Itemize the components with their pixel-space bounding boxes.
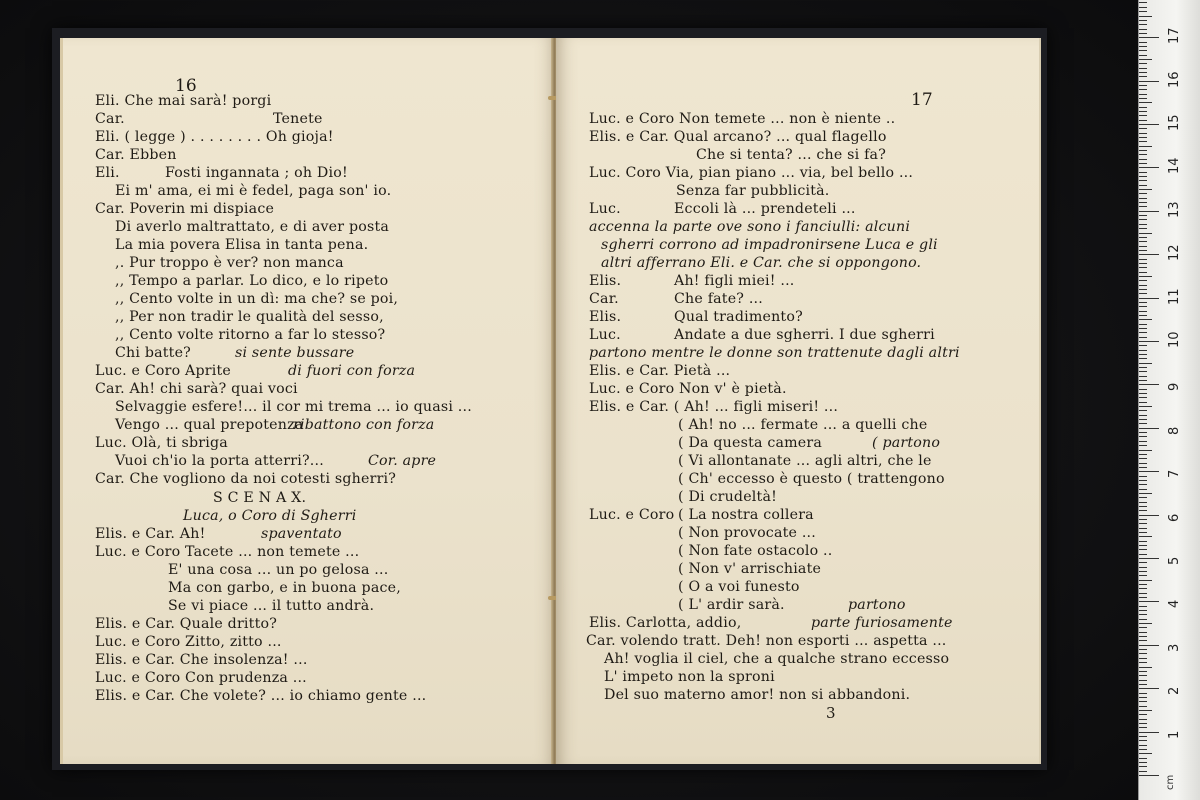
ruler-tick <box>1139 315 1147 316</box>
text-line: Qual tradimento? <box>674 309 803 325</box>
ruler-tick <box>1139 332 1147 333</box>
ruler-tick <box>1139 24 1147 25</box>
text-line: spaventato <box>261 526 342 542</box>
ruler-tick <box>1139 541 1147 542</box>
ruler-tick <box>1139 445 1147 446</box>
ruler-tick <box>1139 111 1147 112</box>
ruler-number: 1 <box>1167 730 1182 739</box>
text-line: S C E N A X. <box>213 490 307 506</box>
text-line: Car. <box>589 291 619 307</box>
ruler-tick <box>1139 567 1147 568</box>
text-line: Elis. e Car. ( Ah! ... figli miseri! ... <box>589 399 839 415</box>
ruler-tick <box>1139 653 1147 654</box>
ruler-tick <box>1139 345 1147 346</box>
ruler-tick <box>1139 128 1147 129</box>
ruler-tick <box>1139 328 1147 329</box>
ruler-tick <box>1139 124 1159 125</box>
text-line: sgherri corrono ad impadronirsene Luca e gli <box>601 237 938 253</box>
ruler-tick <box>1139 141 1147 142</box>
ruler-tick <box>1139 436 1147 437</box>
text-line: ( Non fate ostacolo .. <box>678 543 833 559</box>
ruler-tick <box>1139 254 1159 255</box>
text-line: ( La nostra collera <box>678 507 814 523</box>
text-line: Elis. e Car. Che volete? ... io chiamo gente ... <box>95 688 427 704</box>
ruler-tick <box>1139 198 1147 199</box>
text-line: Luc. e Coro Aprite <box>95 363 232 379</box>
ruler-tick <box>1139 363 1152 364</box>
text-line: Luc. <box>589 327 621 343</box>
text-line: Se vi piace ... il tutto andrà. <box>168 598 375 614</box>
text-line: Elis. e Car. Pietà ... <box>589 363 731 379</box>
ruler-tick <box>1139 627 1147 628</box>
text-line: ( Da questa camera <box>678 435 823 451</box>
ruler-tick <box>1139 588 1147 589</box>
ruler-tick <box>1139 7 1147 8</box>
ruler-tick <box>1139 137 1147 138</box>
ruler-number: 17 <box>1167 27 1182 45</box>
ruler-tick <box>1139 406 1152 407</box>
ruler-number: 12 <box>1167 244 1182 262</box>
ruler-tick <box>1139 536 1152 537</box>
ruler-tick <box>1139 532 1147 533</box>
ruler-tick <box>1139 749 1147 750</box>
ruler-tick <box>1139 771 1147 772</box>
text-line: Ma con garbo, e in buona pace, <box>168 580 401 596</box>
text-line: Car. Che vogliono da noi cotesti sgherri? <box>95 471 397 487</box>
ruler-tick <box>1139 684 1147 685</box>
ruler-tick <box>1139 632 1147 633</box>
ruler-tick <box>1139 610 1147 611</box>
ruler-tick <box>1139 667 1152 668</box>
ruler-tick <box>1139 706 1147 707</box>
ruler-tick <box>1139 280 1147 281</box>
ruler-tick <box>1139 640 1147 641</box>
ruler-tick <box>1139 202 1147 203</box>
ruler-tick <box>1139 159 1147 160</box>
ruler-tick <box>1139 745 1147 746</box>
text-line: ribattono con forza <box>293 417 435 433</box>
text-line: ( L' ardir sarà. <box>678 597 785 613</box>
ruler-tick <box>1139 285 1147 286</box>
ruler-tick <box>1139 167 1159 168</box>
ruler-tick <box>1139 658 1147 659</box>
ruler-number: 7 <box>1167 469 1182 479</box>
ruler-tick <box>1139 50 1147 51</box>
ruler-tick <box>1139 384 1159 385</box>
ruler-tick <box>1139 272 1147 273</box>
ruler-tick <box>1139 619 1147 620</box>
ruler-tick <box>1139 636 1147 637</box>
text-line: ( partono <box>872 435 941 451</box>
ruler-tick <box>1139 766 1147 767</box>
text-line: Vuoi ch'io la porta atterri?... <box>115 453 324 469</box>
ruler-tick <box>1139 189 1152 190</box>
ruler-tick <box>1139 710 1152 711</box>
ruler-tick <box>1139 649 1147 650</box>
ruler-tick <box>1139 306 1147 307</box>
ruler-number: 9 <box>1167 383 1182 392</box>
text-line: L' impeto non la sproni <box>604 669 775 685</box>
ruler-tick <box>1139 302 1147 303</box>
text-line: Tenete <box>273 111 323 127</box>
ruler-tick <box>1139 319 1152 320</box>
ruler-number: 15 <box>1167 114 1182 131</box>
ruler-tick <box>1139 354 1147 355</box>
text-line: Car. <box>95 111 125 127</box>
ruler-tick <box>1139 293 1147 294</box>
ruler-tick <box>1139 671 1147 672</box>
ruler-tick <box>1139 606 1147 607</box>
text-line: Luc. e Coro <box>589 507 675 523</box>
ruler-number: 2 <box>1167 686 1182 696</box>
ruler-tick <box>1139 215 1147 216</box>
text-line: Fosti ingannata ; oh Dio! <box>165 165 348 181</box>
ruler-tick <box>1139 154 1147 155</box>
ruler-tick <box>1139 224 1147 225</box>
text-line: Car. Ah! chi sarà? quai voci <box>95 381 298 397</box>
ruler-tick <box>1139 450 1152 451</box>
ruler-tick <box>1139 549 1147 550</box>
text-line: Eli. ( legge ) . . . . . . . . Oh gioja! <box>95 129 334 145</box>
left-page <box>60 38 556 764</box>
ruler-number: 10 <box>1167 331 1182 348</box>
text-line: Ah! figli miei! ... <box>674 273 795 289</box>
ruler-tick <box>1139 176 1147 177</box>
ruler-tick <box>1139 758 1147 759</box>
text-line: Cor. apre <box>368 453 437 469</box>
ruler-tick <box>1139 358 1147 359</box>
text-line: di fuori con forza <box>288 363 416 379</box>
text-line: La mia povera Elisa in tanta pena. <box>115 237 369 253</box>
ruler-tick <box>1139 523 1147 524</box>
ruler-tick <box>1139 693 1147 694</box>
ruler-tick <box>1139 85 1147 86</box>
ruler-number: 8 <box>1167 426 1182 435</box>
ruler-tick <box>1139 623 1152 624</box>
page-number: 17 <box>911 90 933 110</box>
ruler-tick <box>1139 2 1147 3</box>
ruler-tick <box>1139 519 1147 520</box>
ruler-tick <box>1139 545 1147 546</box>
text-line: ( Non provocate ... <box>678 525 816 541</box>
ruler-tick <box>1139 662 1147 663</box>
page-number: 16 <box>175 76 197 96</box>
text-line: Elis. e Car. Ah! <box>95 526 206 542</box>
ruler-tick <box>1139 98 1147 99</box>
ruler-tick <box>1139 601 1159 602</box>
text-line: Luc. <box>589 201 621 217</box>
ruler-tick <box>1139 502 1147 503</box>
ruler-tick <box>1139 89 1147 90</box>
text-line: Elis. <box>589 309 622 325</box>
text-line: ( Ch' eccesso è questo ( trattengono <box>678 471 945 487</box>
ruler-tick <box>1139 697 1147 698</box>
ruler-tick <box>1139 584 1147 585</box>
ruler-tick <box>1139 714 1147 715</box>
text-line: ( O a voi funesto <box>678 579 800 595</box>
ruler-tick <box>1139 94 1147 95</box>
ruler-tick <box>1139 675 1147 676</box>
ruler-tick <box>1139 740 1147 741</box>
ruler-tick <box>1139 753 1152 754</box>
ruler-tick <box>1139 172 1147 173</box>
text-line: Elis. e Car. Quale dritto? <box>95 616 278 632</box>
ruler-tick <box>1139 410 1147 411</box>
ruler-tick <box>1139 471 1159 472</box>
text-line: Del suo materno amor! non si abbandoni. <box>604 687 911 703</box>
signature-mark: 3 <box>826 704 836 722</box>
text-line: Luc. Coro Via, pian piano ... via, bel bello ... <box>589 165 914 181</box>
ruler-tick <box>1139 81 1159 82</box>
ruler-tick <box>1139 259 1147 260</box>
text-line: Eli. <box>95 165 120 181</box>
ruler-tick <box>1139 389 1147 390</box>
text-line: ,, Cento volte ritorno a far lo stesso? <box>115 327 386 343</box>
ruler-tick <box>1139 42 1147 43</box>
ruler-tick <box>1139 76 1147 77</box>
ruler-tick <box>1139 267 1147 268</box>
ruler-tick <box>1139 16 1152 17</box>
ruler-tick <box>1139 428 1159 429</box>
ruler-tick <box>1139 46 1147 47</box>
ruler-tick <box>1139 554 1147 555</box>
text-line: Luc. e Coro Zitto, zitto ... <box>95 634 282 650</box>
ruler-tick <box>1139 515 1159 516</box>
ruler-tick <box>1139 415 1147 416</box>
ruler-tick <box>1139 311 1147 312</box>
ruler-tick <box>1139 55 1147 56</box>
text-line: Luc. Olà, ti sbriga <box>95 435 228 451</box>
text-line: ( Di crudeltà! <box>678 489 778 505</box>
ruler-tick <box>1139 571 1147 572</box>
ruler-tick <box>1139 467 1147 468</box>
ruler-tick <box>1139 29 1147 30</box>
text-line: si sente bussare <box>235 345 355 361</box>
ruler-tick <box>1139 115 1147 116</box>
text-line: Luca, o Coro di Sgherri <box>183 508 357 524</box>
text-line: partono mentre le donne son trattenute dagli altri <box>589 345 960 361</box>
ruler-number: 14 <box>1167 157 1182 175</box>
ruler-tick <box>1139 762 1147 763</box>
ruler-tick <box>1139 597 1147 598</box>
ruler-tick <box>1139 688 1159 689</box>
ruler-tick <box>1139 497 1147 498</box>
ruler-tick <box>1139 423 1147 424</box>
ruler-tick <box>1139 289 1147 290</box>
text-line: accenna la parte ove sono i fanciulli: alcuni <box>589 219 911 235</box>
text-line: ,, Per non tradir le qualità del sesso, <box>115 309 384 325</box>
ruler-tick <box>1139 102 1152 103</box>
ruler-tick <box>1139 441 1147 442</box>
ruler-number: 3 <box>1167 643 1182 652</box>
text-line: ,. Pur troppo è ver? non manca <box>115 255 344 271</box>
text-line: Ei m' ama, ei mi è fedel, paga son' io. <box>115 183 392 199</box>
text-line: Che fate? ... <box>674 291 763 307</box>
ruler-tick <box>1139 228 1147 229</box>
text-line: ( Non v' arrischiate <box>678 561 822 577</box>
ruler-tick <box>1139 380 1147 381</box>
text-line: Luc. e Coro Non v' è pietà. <box>589 381 787 397</box>
ruler-tick <box>1139 419 1147 420</box>
ruler-tick <box>1139 63 1147 64</box>
ruler-tick <box>1139 727 1147 728</box>
text-line: altri afferrano Eli. e Car. che si oppongono. <box>601 255 922 271</box>
ruler-tick <box>1139 645 1159 646</box>
ruler-tick <box>1139 376 1147 377</box>
text-line: E' una cosa ... un po gelosa ... <box>168 562 389 578</box>
text-line: Vengo ... qual prepotenza <box>115 417 304 433</box>
text-line: Car. Poverin mi dispiace <box>95 201 275 217</box>
ruler-tick <box>1139 324 1147 325</box>
ruler-number: 4 <box>1167 600 1182 609</box>
ruler-tick <box>1139 614 1147 615</box>
text-line: Car. Ebben <box>95 147 177 163</box>
ruler-tick <box>1139 11 1147 12</box>
text-line: Senza far pubblicità. <box>676 183 830 199</box>
text-line: Che si tenta? ... che si fa? <box>696 147 887 163</box>
ruler-tick <box>1139 463 1147 464</box>
ruler-tick <box>1139 150 1147 151</box>
ruler-tick <box>1139 454 1147 455</box>
ruler-tick <box>1139 211 1159 212</box>
ruler-tick <box>1139 107 1147 108</box>
ruler-tick <box>1139 480 1147 481</box>
ruler-tick <box>1139 476 1147 477</box>
ruler-tick <box>1139 489 1147 490</box>
ruler-tick <box>1139 719 1147 720</box>
ruler-tick <box>1139 59 1152 60</box>
ruler-tick <box>1139 37 1159 38</box>
ruler-tick <box>1139 350 1147 351</box>
text-line: Di averlo maltrattato, e di aver posta <box>115 219 390 235</box>
ruler-tick <box>1139 20 1147 21</box>
ruler-tick <box>1139 120 1147 121</box>
text-line: Eli. Che mai sarà! porgi <box>95 93 272 109</box>
ruler-tick <box>1139 233 1152 234</box>
measurement-ruler <box>1138 0 1200 800</box>
text-line: Luc. e Coro Tacete ... non temete ... <box>95 544 360 560</box>
text-line: Luc. e Coro Con prudenza ... <box>95 670 307 686</box>
ruler-tick <box>1139 506 1147 507</box>
ruler-tick <box>1139 510 1147 511</box>
right-page <box>556 38 1041 764</box>
ruler-tick <box>1139 193 1147 194</box>
text-line: Selvaggie esfere!... il cor mi trema ... io quasi ... <box>115 399 472 415</box>
ruler-number: 11 <box>1167 288 1182 305</box>
ruler-tick <box>1139 732 1159 733</box>
ruler-tick <box>1139 276 1152 277</box>
ruler-tick <box>1139 593 1147 594</box>
ruler-tick <box>1139 736 1147 737</box>
text-line: ,, Tempo a parlar. Lo dico, e lo ripeto <box>115 273 389 289</box>
text-line: Andate a due sgherri. I due sgherri <box>674 327 935 343</box>
ruler-tick <box>1139 72 1147 73</box>
ruler-tick <box>1139 397 1147 398</box>
ruler-tick <box>1139 393 1147 394</box>
ruler-tick <box>1139 185 1147 186</box>
text-line: parte furiosamente <box>811 615 953 631</box>
ruler-tick <box>1139 206 1147 207</box>
ruler-tick <box>1139 180 1147 181</box>
ruler-tick <box>1139 237 1147 238</box>
ruler-tick <box>1139 163 1147 164</box>
ruler-tick <box>1139 701 1147 702</box>
ruler-tick <box>1139 528 1147 529</box>
ruler-number: 5 <box>1167 556 1182 565</box>
ruler-number: 6 <box>1167 513 1182 522</box>
ruler-tick <box>1139 246 1147 247</box>
text-line: Chi batte? <box>115 345 191 361</box>
ruler-tick <box>1139 402 1147 403</box>
ruler-tick <box>1139 493 1152 494</box>
ruler-tick <box>1139 68 1147 69</box>
text-line: ,, Cento volte in un dì: ma che? se poi, <box>115 291 399 307</box>
ruler-tick <box>1139 680 1147 681</box>
text-line: Elis. e Car. Che insolenza! ... <box>95 652 308 668</box>
text-line: Luc. e Coro Non temete ... non è niente .. <box>589 111 896 127</box>
ruler-tick <box>1139 146 1152 147</box>
text-line: ( Ah! no ... fermate ... a quelli che <box>678 417 928 433</box>
ruler-unit: cm <box>1165 774 1176 790</box>
ruler-tick <box>1139 562 1147 563</box>
ruler-tick <box>1139 33 1147 34</box>
ruler-tick <box>1139 580 1152 581</box>
ruler-tick <box>1139 219 1147 220</box>
ruler-tick <box>1139 241 1147 242</box>
ruler-tick <box>1139 484 1147 485</box>
text-line: partono <box>848 597 906 613</box>
ruler-tick <box>1139 371 1147 372</box>
ruler-tick <box>1139 298 1159 299</box>
text-line: Elis. Carlotta, addio, <box>589 615 742 631</box>
ruler-tick <box>1139 575 1147 576</box>
text-line: Elis. e Car. Qual arcano? ... qual flagello <box>589 129 887 145</box>
ruler-tick <box>1139 133 1147 134</box>
ruler-tick <box>1139 458 1147 459</box>
text-line: ( Vi allontanate ... agli altri, che le <box>678 453 932 469</box>
ruler-tick <box>1139 775 1159 776</box>
ruler-tick <box>1139 432 1147 433</box>
ruler-tick <box>1139 250 1147 251</box>
text-line: Elis. <box>589 273 622 289</box>
ruler-tick <box>1139 263 1147 264</box>
ruler-number: 16 <box>1167 71 1182 88</box>
ruler-tick <box>1139 337 1147 338</box>
ruler-tick <box>1139 367 1147 368</box>
ruler-tick <box>1139 723 1147 724</box>
text-line: Car. volendo tratt. Deh! non esporti ... aspetta ... <box>586 633 947 649</box>
ruler-tick <box>1139 558 1159 559</box>
ruler-tick <box>1139 341 1159 342</box>
ruler-number: 13 <box>1167 201 1182 218</box>
text-line: Eccoli là ... prendeteli ... <box>674 201 856 217</box>
text-line: Ah! voglia il ciel, che a qualche strano eccesso <box>604 651 950 667</box>
